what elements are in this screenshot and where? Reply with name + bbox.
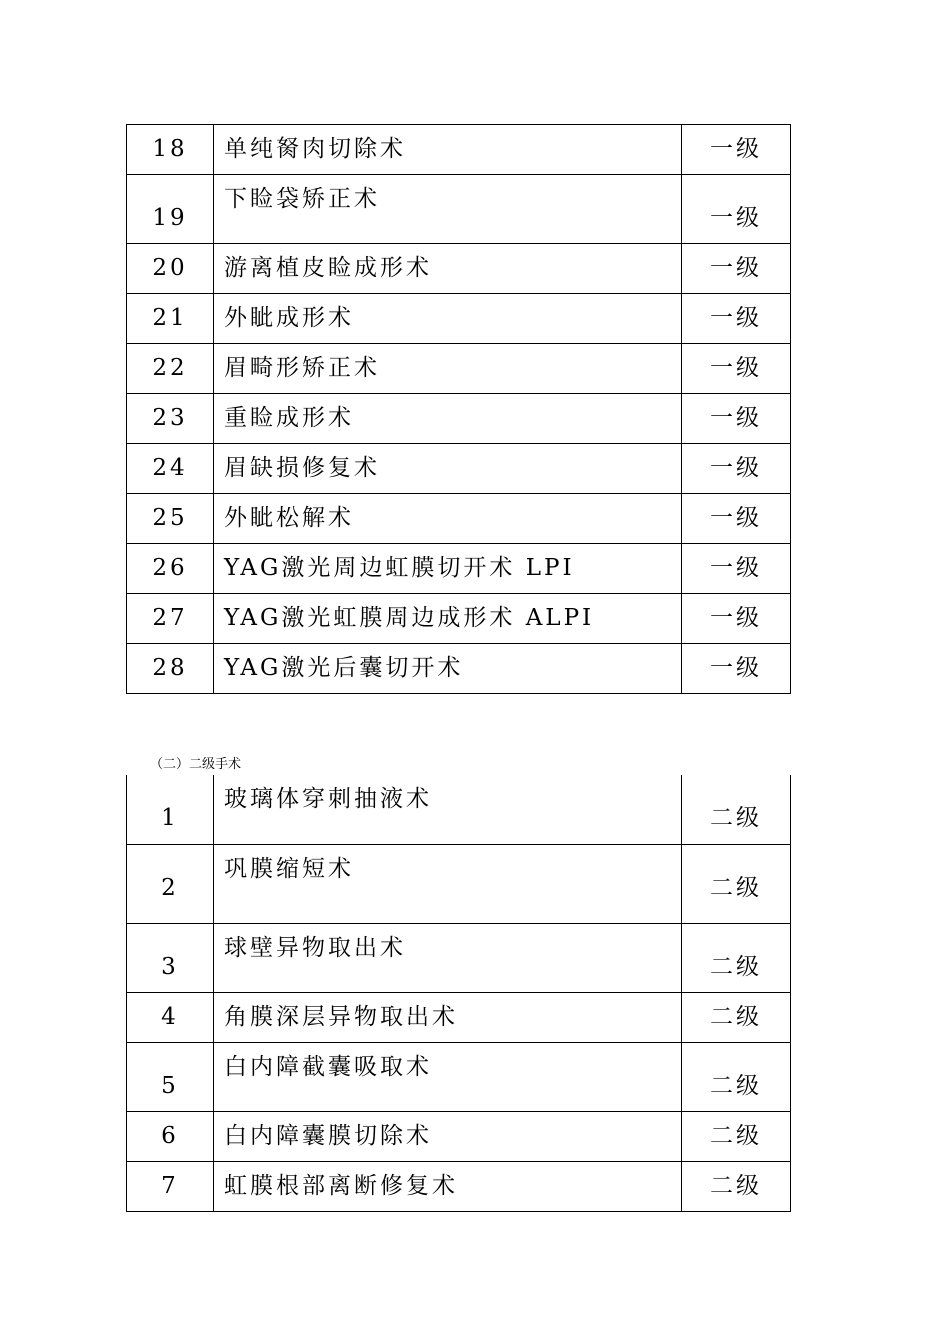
row-number: 21 [127,294,214,344]
procedure-name: 重睑成形术 [214,394,682,444]
procedure-level: 一级 [682,544,791,594]
procedure-level: 二级 [682,1042,791,1111]
row-number: 19 [127,175,214,244]
table-row [127,494,791,544]
procedure-level: 一级 [682,294,791,344]
procedure-level: 一级 [682,175,791,244]
row-number: 23 [127,394,214,444]
procedure-name: 眉畸形矫正术 [214,344,682,394]
procedure-level: 一级 [682,594,791,644]
table-row [127,394,791,444]
row-number: 25 [127,494,214,544]
row-number: 7 [127,1161,214,1211]
procedure-level: 二级 [682,844,791,923]
row-number: 5 [127,1042,214,1111]
table-row [127,844,791,923]
table-row [127,594,791,644]
procedure-level: 二级 [682,923,791,992]
procedure-table-level1 [126,124,791,694]
table-row [127,294,791,344]
procedure-level: 二级 [682,1111,791,1161]
row-number: 1 [127,775,214,844]
table-row [127,125,791,175]
row-number: 6 [127,1111,214,1161]
procedure-name: 游离植皮睑成形术 [214,244,682,294]
procedure-level: 一级 [682,394,791,444]
row-number: 27 [127,594,214,644]
table-row [127,923,791,992]
row-number: 28 [127,644,214,694]
procedure-table-level2 [126,775,791,1212]
procedure-name: 玻璃体穿刺抽液术 [214,775,682,844]
procedure-level: 一级 [682,344,791,394]
section-heading: （二）二级手术 [150,757,242,772]
table-row [127,992,791,1042]
table-row [127,775,791,844]
procedure-name: 白内障囊膜切除术 [214,1111,682,1161]
procedure-name: 下睑袋矫正术 [214,175,682,244]
procedure-level: 一级 [682,244,791,294]
procedure-level: 一级 [682,494,791,544]
procedure-name: YAG激光周边虹膜切开术 LPI [214,544,682,594]
table-row [127,644,791,694]
row-number: 4 [127,992,214,1042]
procedure-level: 二级 [682,992,791,1042]
procedure-name: 眉缺损修复术 [214,444,682,494]
procedure-name: 巩膜缩短术 [214,844,682,923]
procedure-name: 单纯胬肉切除术 [214,125,682,175]
row-number: 2 [127,844,214,923]
table-row [127,344,791,394]
procedure-name: 外眦成形术 [214,294,682,344]
row-number: 18 [127,125,214,175]
procedure-level: 一级 [682,644,791,694]
row-number: 20 [127,244,214,294]
procedure-name: 角膜深层异物取出术 [214,992,682,1042]
procedure-level: 一级 [682,444,791,494]
procedure-level: 二级 [682,775,791,844]
row-number: 26 [127,544,214,594]
table-row [127,1111,791,1161]
row-number: 24 [127,444,214,494]
procedure-name: YAG激光虹膜周边成形术 ALPI [214,594,682,644]
procedure-name: 白内障截囊吸取术 [214,1042,682,1111]
procedure-level: 二级 [682,1161,791,1211]
procedure-name: YAG激光后囊切开术 [214,644,682,694]
procedure-name: 外眦松解术 [214,494,682,544]
table-row [127,1161,791,1211]
procedure-level: 一级 [682,125,791,175]
row-number: 22 [127,344,214,394]
table-row [127,175,791,244]
procedure-name: 球壁异物取出术 [214,923,682,992]
table-row [127,244,791,294]
row-number: 3 [127,923,214,992]
procedure-name: 虹膜根部离断修复术 [214,1161,682,1211]
table-row [127,1042,791,1111]
table-row [127,544,791,594]
table-row [127,444,791,494]
